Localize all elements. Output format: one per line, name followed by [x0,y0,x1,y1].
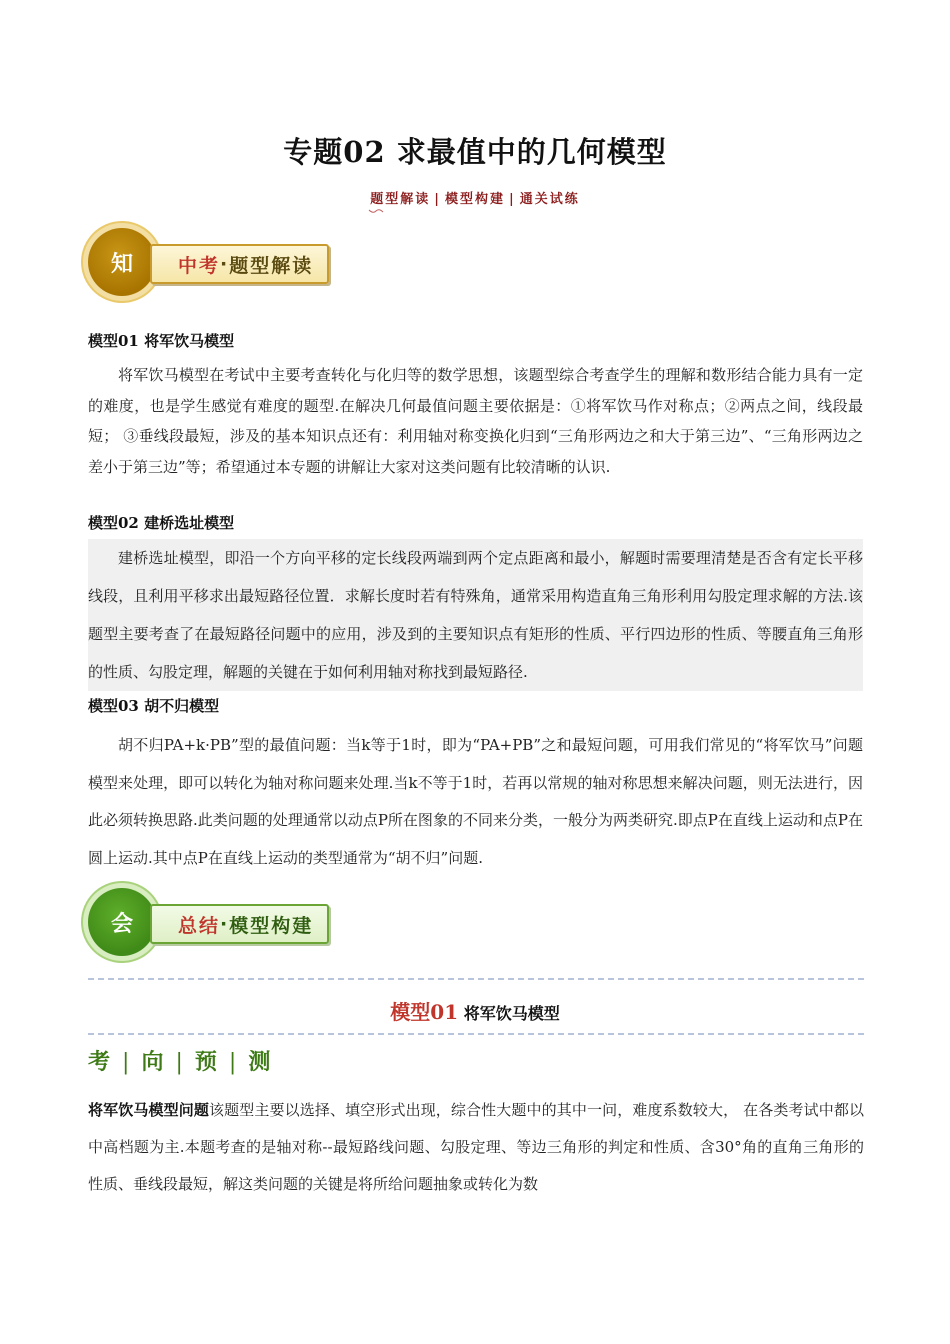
subtitle-separator: | [509,192,516,207]
forecast-separator: | [228,1050,245,1075]
intro-rest: 该题型主要以选择、填空形式出现，综合性大题中的其中一问，难度系数较大， 在各类考试中都以中高档题为主.本题考查的是轴对称--最短路线问题、勾股定理、等边三角形的判定和性质、含30°角的直角三角形的性质、垂线段最短，解这类问题的关键是将所给问题抽象或转化为数 [88,1101,864,1193]
model02-heading: 模型02 建桥选址模型 [88,514,235,532]
model03-body: 胡不归PA+k·PB”型的最值问题：当k等于1时，即为“PA+PB”之和最短问题，可用我们常见的“将军饮马”问题模型来处理，即可以转化为轴对称问题来处理.当k不等于1时，若再以常规的轴对称思想来解决问题，则无法进行，因此必须转换思路.此类问题的处理通常以动点P所在图象的不同来分类，一般分为两类研究.即点P在直线上运动和点P在圆上运动.其中点P在直线上运动的类型通常为“胡不归”问题. [88,736,863,867]
banner-label-dot: · [220,253,230,275]
banner-zongjie [88,888,388,958]
section-number: 模型01 [390,1000,459,1024]
section-name: 将军饮马模型 [463,1004,560,1023]
divider [88,1033,864,1035]
forecast-char: 考 [88,1049,119,1075]
forecast-char: 测 [248,1049,279,1075]
banner-label-dot: · [220,913,230,935]
forecast-char: 预 [194,1049,225,1075]
model01-body: 将军饮马模型在考试中主要考查转化与化归等的数学思想，该题型综合考查学生的理解和数形结合能力具有一定的难度，也是学生感觉有难度的题型.在解决几何最值问题主要依据是：①将军饮马作对称点；②两点之间，线段最短； ③垂线段最短，涉及的基本知识点还有：利用轴对称变换化归到“三角形两边之和大于第三边”、“三角形两边之差小于第三边”等；希望通过本专题的讲解让大家对这类问题有比较清晰的认识. [88,366,863,476]
banner-label-main: 总结 [178,914,221,937]
forecast-char: 向 [141,1049,172,1075]
subtitle-item: 题型解读 [370,192,431,207]
model02-body: 建桥选址模型，即沿一个方向平移的定长线段两端到两个定点距离和最小，解题时需要理清楚是否含有定长平移线段，且利用平移求出最短路径位置．求解长度时若有特殊角，通常采用构造直角三角形利用勾股定理求解的方法.该题型主要考查了在最短路径问题中的应用，涉及到的主要知识点有矩形的性质、平行四边形的性质、等腰直角三角形的性质、勾股定理，解题的关键在于如何利用轴对称找到最短路径. [88,539,863,691]
banner-label-rest: 题型解读 [229,254,314,277]
banner-label-rest: 模型构建 [229,914,314,937]
subtitle-item: 通关试练 [519,192,580,207]
swirl-ornament-icon [368,208,384,214]
intro-paragraph [88,1092,864,1203]
banner-label [150,904,329,944]
banner-zhongkao [88,228,388,298]
banner-label [150,244,329,284]
divider [88,978,864,980]
page-title: 专题02 求最值中的几何模型 [283,135,667,169]
forecast-heading [88,1045,278,1076]
banner-label-main: 中考 [178,254,221,277]
subtitle-item: 模型构建 [444,192,505,207]
subtitle-nav [0,188,950,207]
forecast-separator: | [175,1050,191,1075]
subtitle-separator: | [434,192,441,207]
section-title [0,996,950,1025]
intro-bold: 将军饮马模型问题 [88,1101,209,1119]
forecast-separator: | [122,1050,138,1075]
model01-heading: 模型01 将军饮马模型 [88,332,235,350]
model03-heading: 模型03 胡不归模型 [88,697,220,715]
badge-icon: 会 [88,888,156,956]
badge-icon: 知 [88,228,156,296]
